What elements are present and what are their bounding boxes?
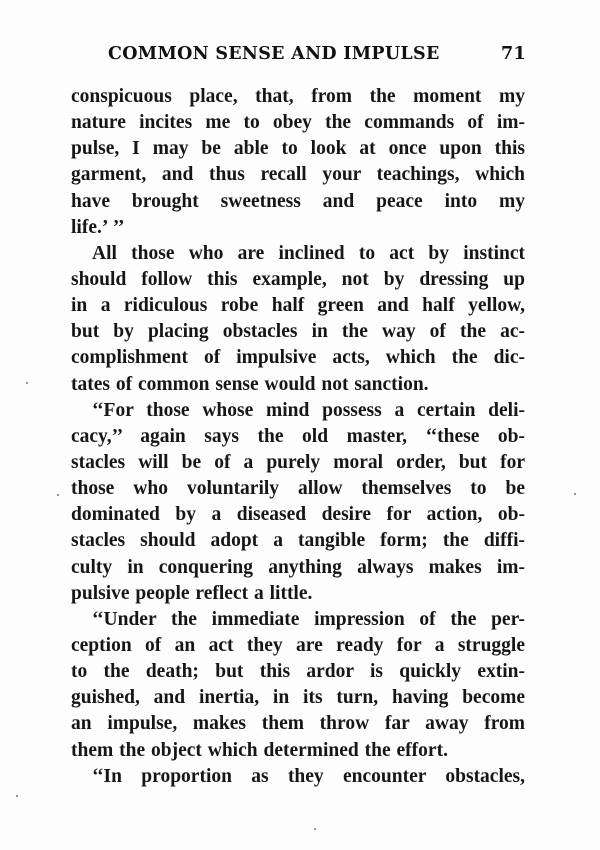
text-line: but by placing obstacles in the way of the ac- [71,321,525,343]
scan-speck [16,795,18,797]
text-line: them the object which determined the effort. [71,739,448,761]
text-line: stacles will be of a purely moral order, but for [71,451,525,473]
text-line: All those who are inclined to act by instinct [92,242,525,264]
text-line: ‘‘For those whose mind possess a certain deli- [92,399,525,421]
text-line: nature incites me to obey the commands of im- [71,112,525,134]
text-line: tates of common sense would not sanction. [71,373,429,395]
scan-speck [57,494,59,496]
text-line: pulse, I may be able to look at once upon this [71,138,525,160]
text-line: ‘‘Under the immediate impression of the per- [92,608,525,630]
running-title: COMMON SENSE AND IMPULSE [108,44,440,64]
text-line: garment, and thus recall your teachings, which [71,164,525,186]
text-line: dominated by a diseased desire for action, ob- [71,504,525,526]
text-line: stacles should adopt a tangible form; the diffi- [71,530,525,552]
text-line: complishment of impulsive acts, which the dic- [71,347,525,369]
body-text [71,84,525,790]
scan-speck [314,828,316,830]
text-line: to the death; but this ardor is quickly extin- [71,661,525,683]
text-line: ception of an act they are ready for a struggle [71,634,525,656]
text-line: ‘‘In proportion as they encounter obstacles, [92,765,525,787]
text-line: culty in conquering anything always makes im- [71,556,525,578]
scan-speck [26,382,28,384]
text-line: those who voluntarily allow themselves to be [71,478,525,500]
text-line: should follow this example, not by dressing up [71,268,525,290]
page-number: 71 [501,44,526,64]
text-line: cacy,’’ again says the old master, ‘‘these ob- [71,425,525,447]
text-line: have brought sweetness and peace into my [71,190,525,212]
scan-speck [574,493,576,495]
text-line: an impulse, makes them throw far away from [71,713,525,735]
text-line: in a ridiculous robe half green and half yellow, [71,295,525,317]
running-header [108,44,526,64]
text-line: pulsive people reflect a little. [71,582,313,604]
text-line: conspicuous place, that, from the moment my [71,86,525,107]
text-line: guished, and inertia, in its turn, having become [71,687,525,709]
text-line: life.’ ’’ [71,216,125,238]
